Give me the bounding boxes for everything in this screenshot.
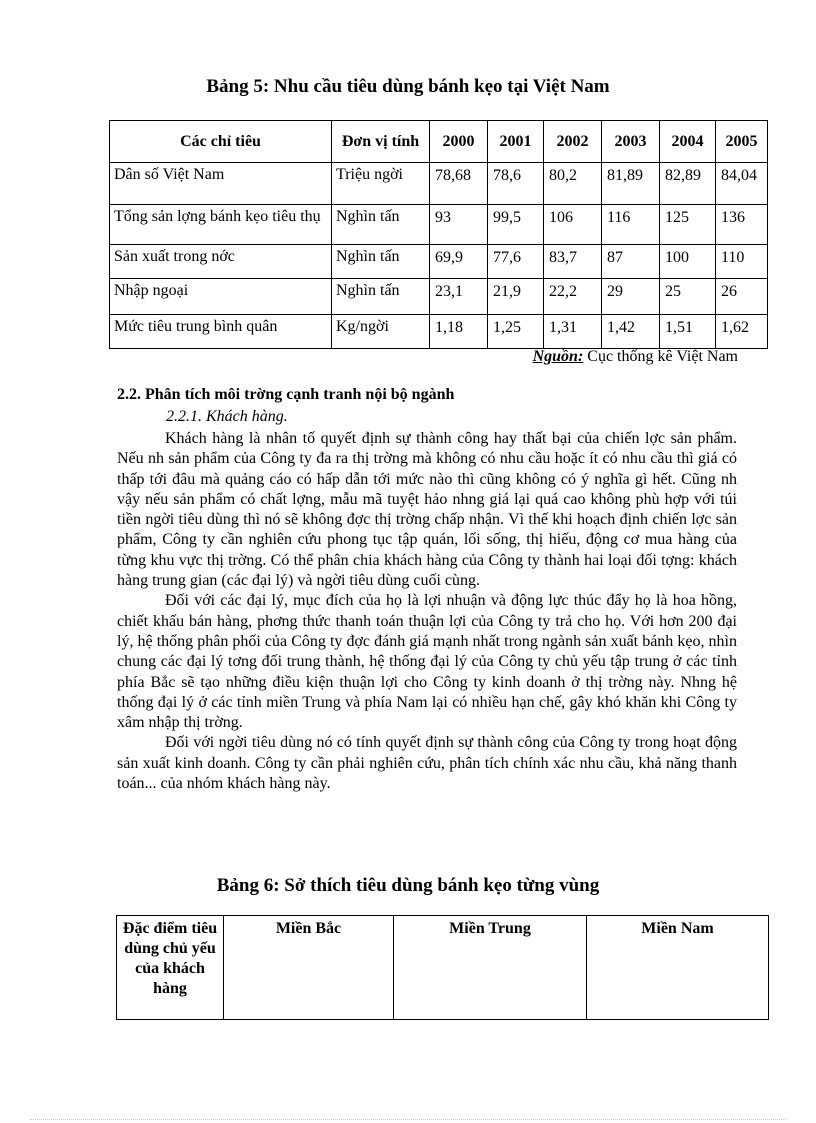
table-cell: 83,7 <box>544 245 602 279</box>
table-cell: 81,89 <box>602 163 660 205</box>
table5-header: 2001 <box>488 121 544 163</box>
table-cell: Mức tiêu trung bình quân <box>110 315 332 349</box>
table-row <box>110 279 768 315</box>
table-cell: Sản xuất trong nớc <box>110 245 332 279</box>
table-cell: 23,1 <box>430 279 488 315</box>
table5-header: 2003 <box>602 121 660 163</box>
table-cell: Nhập ngoại <box>110 279 332 315</box>
table5-source <box>533 348 738 366</box>
table5-header: 2004 <box>660 121 716 163</box>
table-cell: 21,9 <box>488 279 544 315</box>
table-cell: 1,51 <box>660 315 716 349</box>
table-cell: 84,04 <box>716 163 768 205</box>
paragraph: Khách hàng là nhân tố quyết định sự thành công hay thất bại của chiến lợc sản phẩm. Nếu nh sản phẩm của Công ty đa ra thị trờng mà không có nhu cầu hoặc ít có nhu cầu thì giá có thấp tới đâu mà quảng cáo có hấp dẫn tới mức nào thì cũng không có ý nghĩa gì hết. Cũng nh vậy nếu sản phẩm có chất lợng, mẫu mã tuyệt hảo nhng giá lại quá cao không phù hợp với túi tiền ngời tiêu dùng thì nó sẽ không đợc thị trờng chấp nhận. Vì thế khi hoạch định chiến lợc sản phẩm, Công ty cần nghiên cứu phong tục tập quán, lối sống, thị hiếu, động cơ mua hàng của từng khu vực thị trờng. Có thể phân chia khách hàng của Công ty thành hai loại đối tợng: khách hàng trung gian (các đại lý) và ngời tiêu dùng cuối cùng. <box>117 430 737 590</box>
table-cell: 93 <box>430 205 488 245</box>
table5-header: Đơn vị tính <box>332 121 430 163</box>
paragraph: Đối với ngời tiêu dùng nó có tính quyết định sự thành công của Công ty trong hoạt động sản xuất kinh doanh. Công ty cần phải nghiên cứu, phân tích chính xác nhu cầu, khả năng thanh toán... của nhóm khách hàng này. <box>117 734 737 793</box>
table6-header: Miền Nam <box>587 916 769 1020</box>
table-cell: 69,9 <box>430 245 488 279</box>
table-cell: Tổng sản lợng bánh kẹo tiêu thụ <box>110 205 332 245</box>
table-cell: Kg/ngời <box>332 315 430 349</box>
table-cell: 1,31 <box>544 315 602 349</box>
table-cell: 26 <box>716 279 768 315</box>
table-cell: 29 <box>602 279 660 315</box>
table-cell: 78,68 <box>430 163 488 205</box>
table-cell: 136 <box>716 205 768 245</box>
table6 <box>116 915 769 1020</box>
table-cell: 1,42 <box>602 315 660 349</box>
section-subheading: 2.2.1. Khách hàng. <box>166 408 288 425</box>
section-heading: 2.2. Phân tích môi trờng cạnh tranh nội bộ ngành <box>117 386 455 403</box>
table-cell: 1,18 <box>430 315 488 349</box>
table-cell: 77,6 <box>488 245 544 279</box>
table-cell: 87 <box>602 245 660 279</box>
table-cell: Nghìn tấn <box>332 279 430 315</box>
paragraph: Đối với các đại lý, mục đích của họ là lợi nhuận và động lực thúc đẩy họ là hoa hồng, chiết khấu bán hàng, phơng thức thanh toán thuận lợi của Công ty trả cho họ. Với hơn 200 đại lý, hệ thống phân phối của Công ty đợc đánh giá mạnh nhất trong ngành sản xuất bánh kẹo, nhìn chung các đại lý tơng đối trung thành, hệ thống đại lý của Công ty chủ yếu tập trung ở các tỉnh phía Bắc sẽ tạo những điều kiện thuận lợi cho Công ty kinh doanh ở thị trờng này. Nhng hệ thống đại lý ở các tỉnh miền Trung và phía Nam lại có nhiều hạn chế, gây khó khăn khi Công ty xâm nhập thị trờng. <box>117 592 737 732</box>
table-cell: 25 <box>660 279 716 315</box>
body-text <box>117 429 737 794</box>
table6-title: Bảng 6: Sở thích tiêu dùng bánh kẹo từng vùng <box>216 875 600 896</box>
table-cell: 78,6 <box>488 163 544 205</box>
table-row <box>110 163 768 205</box>
table5-header: 2002 <box>544 121 602 163</box>
table6-header: Đặc điểm tiêu dùng chủ yếu của khách hàng <box>117 916 224 1020</box>
table5-title: Bảng 5: Nhu cầu tiêu dùng bánh kẹo tại Việt Nam <box>206 76 610 97</box>
table6-header-row <box>117 916 769 1020</box>
table5 <box>109 120 768 349</box>
table-cell: 106 <box>544 205 602 245</box>
table-cell: 80,2 <box>544 163 602 205</box>
table-cell: 1,62 <box>716 315 768 349</box>
table-cell: Nghìn tấn <box>332 245 430 279</box>
source-label: Nguồn: <box>532 348 584 365</box>
table6-header: Miền Bắc <box>224 916 394 1020</box>
source-text: Cục thống kê Việt Nam <box>583 348 738 365</box>
table-cell: 125 <box>660 205 716 245</box>
table6-header: Miền Trung <box>394 916 587 1020</box>
table5-header: 2005 <box>716 121 768 163</box>
table-cell: 22,2 <box>544 279 602 315</box>
table-cell: Dân số Việt Nam <box>110 163 332 205</box>
table-row <box>110 205 768 245</box>
table5-header-row <box>110 121 768 163</box>
table-cell: 99,5 <box>488 205 544 245</box>
table-cell: 116 <box>602 205 660 245</box>
table5-header: 2000 <box>430 121 488 163</box>
table-cell: 1,25 <box>488 315 544 349</box>
table-cell: Nghìn tấn <box>332 205 430 245</box>
page-bottom-divider <box>30 1119 786 1120</box>
table-row <box>110 245 768 279</box>
table-cell: 110 <box>716 245 768 279</box>
table-row <box>110 315 768 349</box>
table-cell: 82,89 <box>660 163 716 205</box>
table-cell: Triệu ngời <box>332 163 430 205</box>
table-cell: 100 <box>660 245 716 279</box>
table5-header: Các chỉ tiêu <box>110 121 332 163</box>
